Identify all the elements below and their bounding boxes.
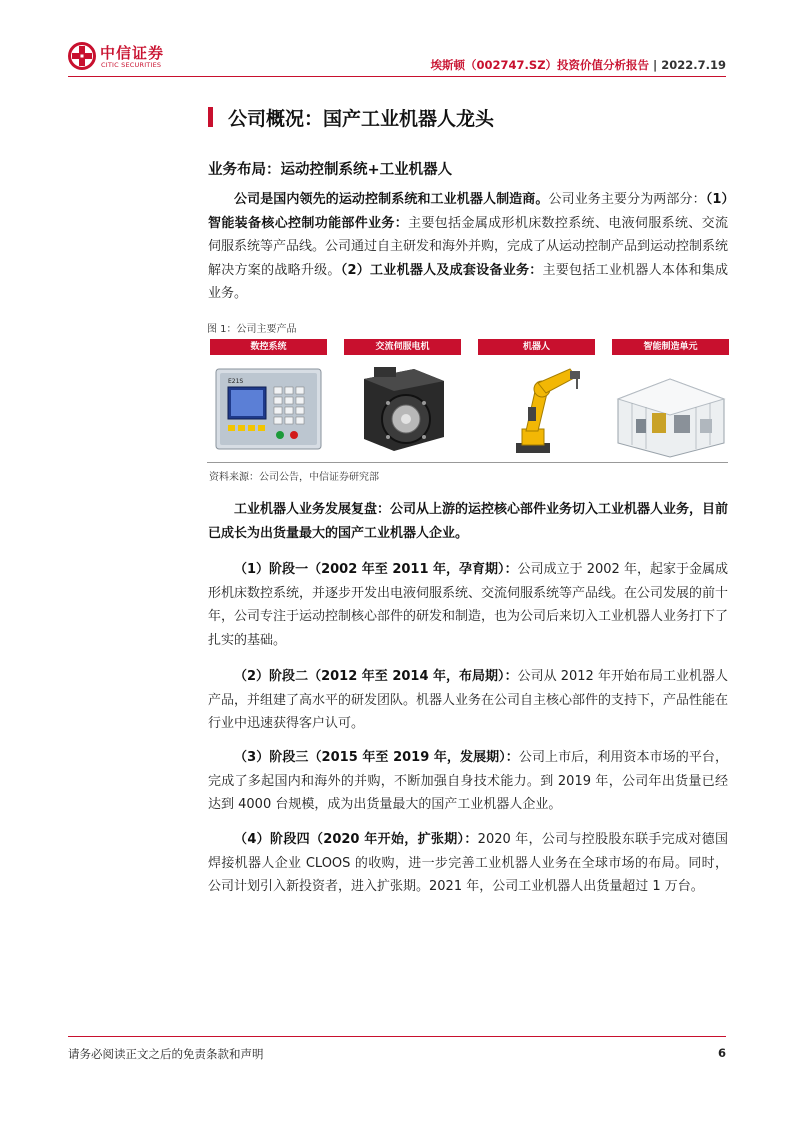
report-date: 2022.7.19	[661, 58, 726, 72]
intro-text-2: 主要包括金属成形机床数控系统、电液伺服系统、交流伺服系统等产品线。公司通过自主研发和海外并购，完成了从运动控制产品到运动控制系统解决方案的战略升级。	[208, 215, 729, 278]
panel-label-cnc: 数控系统	[210, 339, 327, 355]
review-text: 工业机器人业务发展复盘：公司从上游的运控核心部件业务切入工业机器人业务，目前已成长为出货量最大的国产工业机器人企业。	[208, 502, 729, 541]
panel-label-robot: 机器人	[478, 339, 595, 355]
logo-cn-text: 中信证券	[100, 44, 165, 62]
header-report-info	[431, 57, 726, 73]
page-number: 6	[717, 1046, 726, 1060]
panel-label-cell: 智能制造单元	[612, 339, 729, 355]
intro-part-1: （1）智能装备核心控制功能部件业务：	[208, 192, 728, 231]
section-title-bar	[208, 107, 213, 127]
intro-text-3: 主要包括工业机器人本体和集成业务。	[208, 262, 728, 301]
panel-cell	[612, 339, 729, 459]
panel-label-servo: 交流伺服电机	[344, 339, 461, 355]
report-title: 埃斯顿（002747.SZ）投资价值分析报告	[430, 58, 650, 72]
panel-cnc	[210, 339, 327, 459]
citic-logo-icon	[68, 42, 96, 70]
stage-1-paragraph	[208, 558, 728, 652]
manufacturing-cell-image	[612, 359, 729, 459]
intro-lead: 公司是国内领先的运动控制系统和工业机器人制造商。	[234, 192, 549, 207]
stage-4-text: 2020 年，公司与控股股东联手完成对德国焊接机器人企业 CLOOS 的收购，进一步完善工业机器人业务在全球市场的布局。同时，公司计划引入新投资者，进入扩张期。2021 年，公司工业机器人出货量超过 1 万台。	[208, 832, 728, 894]
intro-text-1: 公司业务主要分为两部分：	[548, 192, 706, 207]
stage-1-heading: （1）阶段一（2002 年至 2011 年，孕育期）：	[234, 562, 518, 577]
figure-bottom-rule	[207, 462, 728, 463]
footer-divider	[68, 1036, 726, 1037]
figure-caption: 图 1：公司主要产品	[207, 324, 297, 335]
header-divider	[68, 76, 726, 77]
stage-2-text: 公司从 2012 年开始布局工业机器人产品，并组建了高水平的研发团队。机器人业务在公司自主核心部件的支持下，产品性能在行业中迅速获得客户认可。	[208, 669, 729, 731]
intro-part-2: （2）工业机器人及成套设备业务：	[340, 262, 543, 278]
stage-4-paragraph	[208, 828, 728, 899]
servo-motor-image	[344, 359, 461, 459]
industrial-robot-image	[478, 359, 595, 459]
svg-text:E21S: E21S	[228, 378, 244, 385]
header-separator: |	[653, 58, 658, 72]
subsection-title: 业务布局：运动控制系统+工业机器人	[208, 162, 453, 178]
logo-en-text: CITIC SECURITIES	[101, 61, 162, 69]
panel-servo	[344, 339, 461, 459]
cnc-controller-image	[210, 359, 327, 459]
intro-paragraph	[208, 188, 728, 306]
stage-3-text: 公司上市后，利用资本市场的平台，完成了多起国内和海外的并购，不断加强自身技术能力。到 2019 年，公司年出货量已经达到 4000 台规模，成为出货量最大的国产工业机器人企业。	[208, 750, 728, 812]
panel-robot	[478, 339, 595, 459]
figure-products	[207, 339, 728, 459]
stage-4-heading: （4）阶段四（2020 年开始，扩张期）：	[234, 832, 478, 847]
figure-source: 资料来源：公司公告，中信证券研究部	[209, 472, 379, 483]
stage-2-paragraph	[208, 665, 728, 736]
stage-1-text: 公司成立于 2002 年，起家于金属成形机床数控系统，并逐步开发出电液伺服系统、交流伺服系统等产品线。在公司发展的前十年，公司专注于运动控制核心部件的研发和制造，也为公司后来切入工业机器人业务打下了扎实的基础。	[208, 562, 729, 648]
stage-3-heading: （3）阶段三（2015 年至 2019 年，发展期）：	[234, 750, 519, 765]
stage-2-heading: （2）阶段二（2012 年至 2014 年，布局期）：	[234, 669, 518, 684]
footer-disclaimer: 请务必阅读正文之后的免责条款和声明	[68, 1047, 264, 1061]
stage-3-paragraph	[208, 746, 728, 817]
page-header	[68, 40, 726, 74]
section-title-text: 公司概况：国产工业机器人龙头	[228, 108, 495, 130]
review-paragraph	[208, 498, 728, 545]
